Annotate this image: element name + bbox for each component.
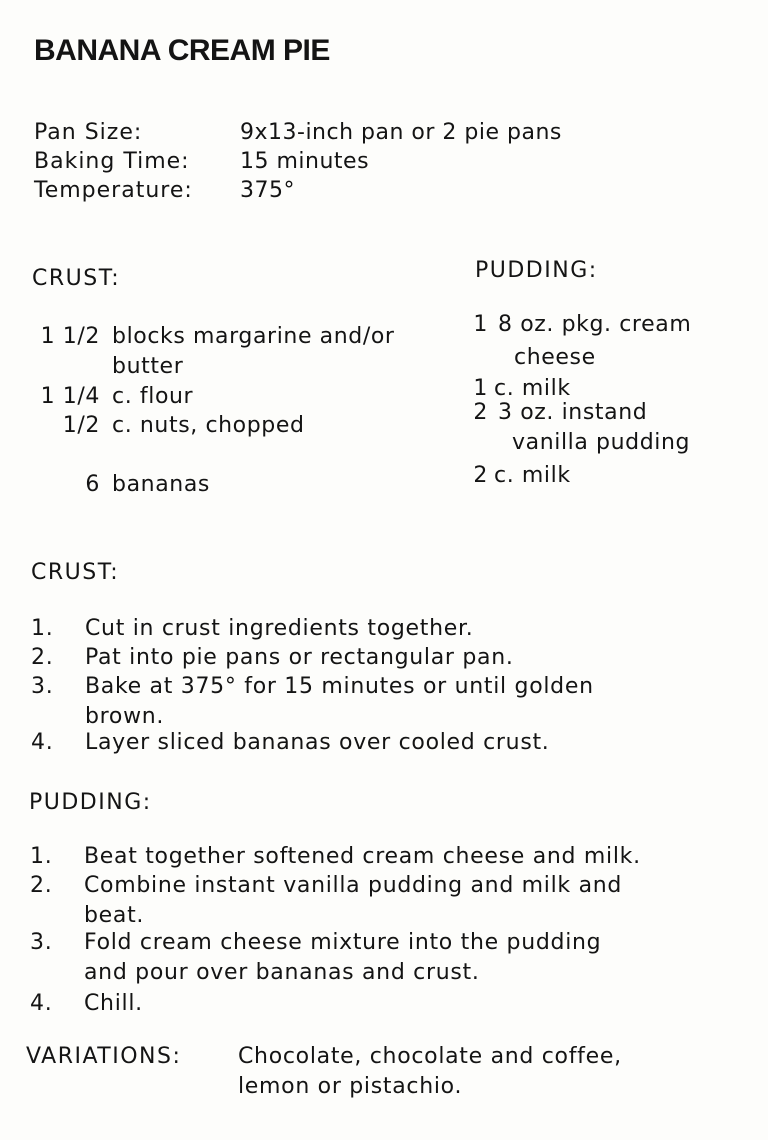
step-text-continued: brown.	[85, 704, 165, 729]
crust-step	[31, 645, 731, 675]
variations-block	[26, 1044, 746, 1104]
ingredient-text: c. flour	[112, 384, 194, 409]
ingredient-text: c. milk	[494, 463, 571, 488]
step-number: 2.	[30, 873, 53, 898]
pudding-ingredient-item	[460, 312, 760, 372]
crust-step	[31, 616, 731, 646]
crust-ingredient-item	[0, 324, 460, 384]
variations-label: VARIATIONS:	[26, 1044, 182, 1069]
step-number: 2.	[31, 645, 54, 670]
baking-time-label: Baking Time:	[34, 149, 190, 174]
step-text: Cut in crust ingredients together.	[85, 616, 474, 641]
step-text: Chill.	[84, 991, 143, 1016]
pan-size-label: Pan Size:	[34, 120, 143, 145]
crust-directions-header: CRUST:	[31, 560, 120, 585]
step-number: 3.	[31, 674, 54, 699]
step-text: Beat together softened cream cheese and milk.	[84, 844, 641, 869]
ingredient-text-continued: butter	[112, 354, 184, 379]
temperature-value: 375°	[240, 178, 295, 203]
step-text: Fold cream cheese mixture into the pudding	[84, 930, 602, 955]
crust-ingredient-item	[0, 384, 460, 414]
pudding-directions-header: PUDDING:	[29, 790, 152, 815]
pudding-ingredients-header: PUDDING:	[475, 258, 598, 283]
baking-time-value: 15 minutes	[240, 149, 370, 174]
step-number: 1.	[30, 844, 53, 869]
crust-ingredients-header: CRUST:	[32, 266, 121, 291]
step-text: Pat into pie pans or rectangular pan.	[85, 645, 514, 670]
baking-time-row	[34, 149, 369, 174]
step-number: 4.	[30, 991, 53, 1016]
pudding-step	[30, 991, 750, 1021]
crust-ingredient-item	[0, 472, 460, 502]
ingredient-qty: 1	[473, 312, 488, 337]
pudding-step	[30, 873, 750, 933]
ingredient-text: 8 oz. pkg. cream	[498, 312, 692, 337]
recipe-title: BANANA CREAM PIE	[34, 34, 330, 67]
pudding-step	[30, 844, 750, 874]
crust-step	[31, 730, 731, 760]
ingredient-qty: 2	[473, 463, 488, 488]
step-number: 3.	[30, 930, 53, 955]
pudding-ingredient-item	[460, 463, 760, 493]
crust-step	[31, 674, 731, 734]
ingredient-qty: 1 1/2	[40, 324, 100, 349]
ingredient-text: 3 oz. instand	[498, 400, 648, 425]
variations-text: Chocolate, chocolate and coffee,	[238, 1044, 622, 1069]
temperature-label: Temperature:	[34, 178, 193, 203]
pan-size-value: 9x13-inch pan or 2 pie pans	[240, 120, 562, 145]
variations-text-continued: lemon or pistachio.	[238, 1074, 463, 1099]
step-number: 1.	[31, 616, 54, 641]
ingredient-text: c. milk	[494, 376, 571, 401]
ingredient-qty: 6	[85, 472, 100, 497]
pudding-step	[30, 930, 750, 990]
step-text-continued: beat.	[84, 903, 145, 928]
step-text: Bake at 375° for 15 minutes or until golden	[85, 674, 594, 699]
step-text: Combine instant vanilla pudding and milk and	[84, 873, 623, 898]
ingredient-qty: 1/2	[62, 413, 100, 438]
ingredient-qty: 1 1/4	[40, 384, 100, 409]
ingredient-qty: 2	[473, 400, 488, 425]
step-text-continued: and pour over bananas and crust.	[84, 960, 480, 985]
temperature-row	[34, 178, 295, 203]
ingredient-text-continued: cheese	[514, 345, 596, 370]
ingredient-text: c. nuts, chopped	[112, 413, 305, 438]
step-text: Layer sliced bananas over cooled crust.	[85, 730, 550, 755]
pan-size-row	[34, 120, 562, 145]
pudding-ingredient-item	[460, 400, 760, 460]
ingredient-qty: 1	[473, 376, 488, 401]
ingredient-text: bananas	[112, 472, 210, 497]
crust-ingredient-item	[0, 413, 460, 443]
ingredient-text-continued: vanilla pudding	[512, 430, 691, 455]
ingredient-text: blocks margarine and/or	[112, 324, 395, 349]
step-number: 4.	[31, 730, 54, 755]
